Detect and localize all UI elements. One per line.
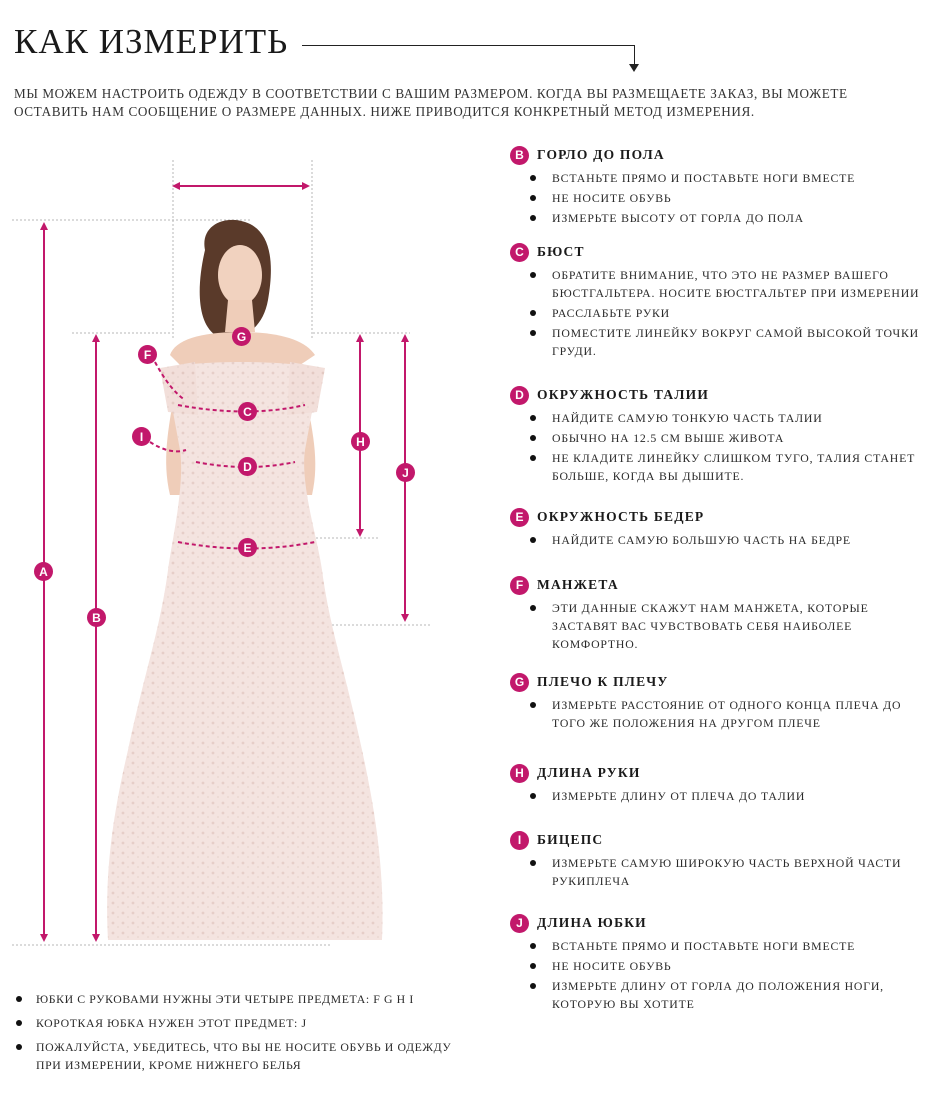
- bullet-icon: [530, 435, 536, 441]
- bullet-icon: [530, 330, 536, 336]
- section-title: БЮСТ: [537, 244, 585, 259]
- section-header: [510, 145, 925, 165]
- bullet-icon: [530, 175, 536, 181]
- section-header: [510, 242, 925, 262]
- list-item: ОБРАТИТЕ ВНИМАНИЕ, ЧТО ЭТО НЕ РАЗМЕР ВАШЕГО БЮСТГАЛЬТЕРА. НОСИТЕ БЮСТГАЛЬТЕР ПРИ ИЗМЕРЕНИИ: [510, 266, 925, 302]
- title-arrow-line: [302, 45, 635, 46]
- section-h: [510, 763, 925, 807]
- section-e: [510, 507, 925, 551]
- section-badge: G: [510, 673, 529, 692]
- section-header: [510, 913, 925, 933]
- section-title: ОКРУЖНОСТЬ ТАЛИИ: [537, 387, 710, 402]
- section-title: БИЦЕПС: [537, 832, 604, 847]
- bullet-icon: [530, 215, 536, 221]
- section-badge: J: [510, 914, 529, 933]
- bullet-icon: [530, 793, 536, 799]
- bullet-icon: [530, 963, 536, 969]
- bullet-icon: [530, 272, 536, 278]
- section-title: ГОРЛО ДО ПОЛА: [537, 147, 665, 162]
- list-item: НЕ НОСИТЕ ОБУВЬ: [510, 189, 925, 207]
- bullet-icon: [530, 943, 536, 949]
- section-badge: H: [510, 764, 529, 783]
- bullet-icon: [530, 605, 536, 611]
- notes-list: [14, 990, 474, 1080]
- section-b: [510, 145, 925, 229]
- badge-h: H: [351, 432, 370, 451]
- section-badge: C: [510, 243, 529, 262]
- section-header: [510, 672, 925, 692]
- list-item: ИЗМЕРЬТЕ РАССТОЯНИЕ ОТ ОДНОГО КОНЦА ПЛЕЧА ДО ТОГО ЖЕ ПОЛОЖЕНИЯ НА ДРУГОМ ПЛЕЧЕ: [510, 696, 925, 732]
- section-j: [510, 913, 925, 1015]
- note-item: КОРОТКАЯ ЮБКА НУЖЕН ЭТОТ ПРЕДМЕТ: J: [14, 1014, 474, 1032]
- section-badge: F: [510, 576, 529, 595]
- list-item: НЕ КЛАДИТЕ ЛИНЕЙКУ СЛИШКОМ ТУГО, ТАЛИЯ СТАНЕТ БОЛЬШЕ, КОГДА ВЫ ДЫШИТЕ.: [510, 449, 925, 485]
- intro-text: МЫ МОЖЕМ НАСТРОИТЬ ОДЕЖДУ В СООТВЕТСТВИИ С ВАШИМ РАЗМЕРОМ. КОГДА ВЫ РАЗМЕЩАЕТЕ ЗАКАЗ, ВЫ МОЖЕТЕ ОСТАВИТЬ НАМ СООБЩЕНИЕ О РАЗМЕРЕ ДАННЫХ. НИЖЕ ПРИВОДИТСЯ КОНКРЕТНЫЙ МЕТОД ИЗМЕРЕНИЯ.: [14, 86, 848, 119]
- list-item: ИЗМЕРЬТЕ ВЫСОТУ ОТ ГОРЛА ДО ПОЛА: [510, 209, 925, 227]
- section-items: [510, 169, 925, 227]
- section-badge: D: [510, 386, 529, 405]
- badge-b: B: [87, 608, 106, 627]
- section-title: ДЛИНА РУКИ: [537, 765, 641, 780]
- list-item: ИЗМЕРЬТЕ ДЛИНУ ОТ ГОРЛА ДО ПОЛОЖЕНИЯ НОГИ, КОТОРУЮ ВЫ ХОТИТЕ: [510, 977, 925, 1013]
- dress-illustration: [0, 150, 480, 960]
- section-badge: I: [510, 831, 529, 850]
- list-item: ВСТАНЬТЕ ПРЯМО И ПОСТАВЬТЕ НОГИ ВМЕСТЕ: [510, 937, 925, 955]
- section-g: [510, 672, 925, 734]
- list-item: ИЗМЕРЬТЕ ДЛИНУ ОТ ПЛЕЧА ДО ТАЛИИ: [510, 787, 925, 805]
- section-header: [510, 575, 925, 595]
- list-item: НАЙДИТЕ САМУЮ ТОНКУЮ ЧАСТЬ ТАЛИИ: [510, 409, 925, 427]
- badge-d: D: [238, 457, 257, 476]
- section-items: [510, 409, 925, 485]
- note-item: ЮБКИ С РУКОВАМИ НУЖНЫ ЭТИ ЧЕТЫРЕ ПРЕДМЕТА: F G H I: [14, 990, 474, 1008]
- list-item: ЭТИ ДАННЫЕ СКАЖУТ НАМ МАНЖЕТА, КОТОРЫЕ ЗАСТАВЯТ ВАС ЧУВСТВОВАТЬ СЕБЯ НАИБОЛЕЕ КОМФОРТНО.: [510, 599, 925, 653]
- list-item: НЕ НОСИТЕ ОБУВЬ: [510, 957, 925, 975]
- section-header: [510, 507, 925, 527]
- badge-g: G: [232, 327, 251, 346]
- badge-f: F: [138, 345, 157, 364]
- list-item: ВСТАНЬТЕ ПРЯМО И ПОСТАВЬТЕ НОГИ ВМЕСТЕ: [510, 169, 925, 187]
- section-title: ПЛЕЧО К ПЛЕЧУ: [537, 674, 669, 689]
- section-items: [510, 854, 925, 890]
- badge-c: C: [238, 402, 257, 421]
- bullet-icon: [16, 1020, 22, 1026]
- section-header: [510, 385, 925, 405]
- section-title: ДЛИНА ЮБКИ: [537, 915, 647, 930]
- badge-e: E: [238, 538, 257, 557]
- badge-i: I: [132, 427, 151, 446]
- bullet-icon: [530, 195, 536, 201]
- page-title: КАК ИЗМЕРИТЬ: [14, 22, 289, 61]
- bullet-icon: [530, 860, 536, 866]
- bullet-icon: [16, 1044, 22, 1050]
- bullet-icon: [530, 537, 536, 543]
- badge-a: A: [34, 562, 53, 581]
- bullet-icon: [530, 415, 536, 421]
- section-i: [510, 830, 925, 892]
- list-item: ПОМЕСТИТЕ ЛИНЕЙКУ ВОКРУГ САМОЙ ВЫСОКОЙ ТОЧКИ ГРУДИ.: [510, 324, 925, 360]
- section-items: [510, 266, 925, 360]
- section-items: [510, 599, 925, 653]
- section-items: [510, 696, 925, 732]
- section-d: [510, 385, 925, 487]
- section-badge: B: [510, 146, 529, 165]
- bullet-icon: [530, 983, 536, 989]
- section-title: ОКРУЖНОСТЬ БЕДЕР: [537, 509, 705, 524]
- list-item: НАЙДИТЕ САМУЮ БОЛЬШУЮ ЧАСТЬ НА БЕДРЕ: [510, 531, 925, 549]
- list-item: РАССЛАБЬТЕ РУКИ: [510, 304, 925, 322]
- section-badge: E: [510, 508, 529, 527]
- section-c: [510, 242, 925, 362]
- measurement-figure: [0, 150, 480, 960]
- arrow-down-icon: [629, 64, 639, 72]
- bullet-icon: [530, 702, 536, 708]
- section-header: [510, 830, 925, 850]
- section-items: [510, 937, 925, 1013]
- bullet-icon: [530, 455, 536, 461]
- list-item: ИЗМЕРЬТЕ САМУЮ ШИРОКУЮ ЧАСТЬ ВЕРХНОЙ ЧАСТИ РУКИПЛЕЧА: [510, 854, 925, 890]
- bullet-icon: [530, 310, 536, 316]
- section-items: [510, 787, 925, 805]
- section-title: МАНЖЕТА: [537, 577, 619, 592]
- list-item: ОБЫЧНО НА 12.5 СМ ВЫШЕ ЖИВОТА: [510, 429, 925, 447]
- section-header: [510, 763, 925, 783]
- badge-j: J: [396, 463, 415, 482]
- section-items: [510, 531, 925, 549]
- bullet-icon: [16, 996, 22, 1002]
- section-f: [510, 575, 925, 655]
- note-item: ПОЖАЛУЙСТА, УБЕДИТЕСЬ, ЧТО ВЫ НЕ НОСИТЕ ОБУВЬ И ОДЕЖДУ ПРИ ИЗМЕРЕНИИ, КРОМЕ НИЖНЕГО БЕЛЬЯ: [14, 1038, 474, 1074]
